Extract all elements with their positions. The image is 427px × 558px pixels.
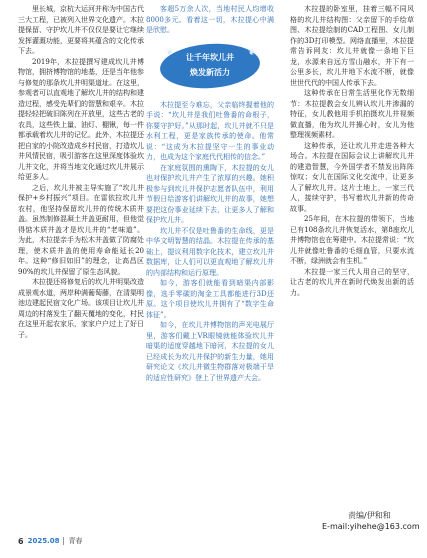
editor-email: E-mail:yihehe@163.com	[322, 522, 420, 531]
paragraph: 之后，坎儿井被主导实施了“坎儿井保护+乡村振兴”项目。在雷依拉坎儿井农村，他坚持保留坎儿井的传统木质井盖。虽然制修混凝土井盖更耐用，但他觉得惦木质井盖才是坎儿井的“老味道”。为此，木拉提亲手为松木井盖做了防腐处理，使木质井盖的使用寿命能延长20年。这种“修旧如旧”的理念，让高昌区90%的坎儿井保留了原生态风貌。	[18, 183, 144, 276]
page-footer	[18, 536, 82, 546]
paragraph: 木拉提一家三代人用自己的坚守，让古老的坎儿井在新时代焕发出新的活力。	[290, 267, 414, 297]
footer-divider	[63, 537, 64, 545]
paragraph: 在家庭氛围的熏陶下，木拉提的女儿也对保护坎儿井产生了浓厚的兴趣。她积极参与到坎儿井保护志愿者队伍中，利用节假日给游客们讲解坎儿井的故事，她想要把这份事业延续下去，让更多人了解和保护坎儿井。	[146, 163, 274, 224]
paragraph: 木拉提还将修复后的坎儿井明渠改造成景观水道，两岸种满葡萄藤，在清渠明池边建起民宿文化广场。该项目让坎儿井周边的村落发生了翻天覆地的变化，村民在这里开起农家乐，家家户户过上了好日子。	[18, 278, 144, 339]
highlight-banner	[146, 44, 274, 90]
magazine-name: 青春	[68, 537, 83, 545]
paragraph: 里长城，京杭大运河并称为中国古代三大工程，已被列入世界文化遗产。木拉提保留、守护坎儿井不仅仅是要让它继续发挥灌溉功能，更要将其蕴含的文化传承下去。	[18, 5, 144, 55]
paragraph: 如今，在坎儿井博物馆的声光电展厅里，游客们戴上VR眼镜就能体验坎儿井暗渠的适度穿越地下暗河，木拉提的女儿已经成长为坎儿井保护的新生力量，她用研究论文《坎儿井微生物群落对极端干旱的适应性研究》登上了世界遗产大会。	[146, 321, 274, 382]
middle-column	[146, 4, 274, 383]
paragraph: 木拉提至今难忘，父亲临终握着他的手说：“坎儿井是我们吐鲁番的命根子，你要守护好。”从那时起，坎儿井就不只是水利工程，更是家族传承的使命。他常说：“这成为木拉提坚守一生的事业动力，也成为这个家庭代代相传的信念。”	[146, 100, 274, 161]
paragraph: 如今，游客们就能看到暗渠内部影像，选手零碳的淘金工具都能进行3D还原。这个项目使坎儿井拥有了“数字生命体征”。	[146, 279, 274, 319]
leaf-icon: ❦	[166, 47, 174, 58]
paragraph: 这种传承在日常生活里化作无数细节：木拉提教会女儿辨认坎儿井渗漏的特征，女儿教他用手机拍摄坎儿井视频做直播，他为坎儿井操心时，女儿为他整理视频素材。	[290, 89, 414, 139]
issue-date: 2025.08	[27, 537, 60, 545]
editor-credit: 责编/伊和和	[348, 511, 391, 520]
banner-background	[159, 40, 262, 91]
paragraph: 2019年，木拉提撰写建成坎儿井博物馆，拥挤博物馆的地基，还是当年他参与修复的那条坎儿井明渠道址。在这里，参观者可以直观地了解坎儿井的结构和建造过程，感受先辈们的智慧和艰辛。木拉提轻轻把破旧陈列在开放里，这些古老的农具，这些铁上量、油灯、棚锹，每一件都承载着坎儿井的记忆。此外，木拉提还把自家的小院改造成乡村民宿，打造坎儿井风情民宿，吸引游客在这里深度体验坎儿井文化，并将当地文化通过坎儿井展示给更多人。	[18, 57, 144, 181]
leaf-icon: ❦	[248, 47, 256, 58]
paragraph: 这种传承，还让坎儿井走进各种大场合。木拉提在国际会议上讲解坎儿井的建造智慧，今外国学者不禁发出阵阵惊叹；女儿在国际文化交流中，让更多人了解坎儿井。这片土地上，一家三代人，接续守护，书写着坎儿井新的传奇故事。	[290, 141, 414, 213]
left-column	[18, 4, 144, 340]
paragraph: 25年间，在木拉提的带领下，当地已有108条坎儿井恢复活水，第8座坎儿井博物馆也在筹建中。木拉提常说：“坎儿井就像吐鲁番的毛细血管，只要水流不断，绿洲就会有生机。”	[290, 215, 414, 265]
page-number: 6	[18, 536, 24, 546]
right-column	[290, 4, 414, 298]
highlight-line-1: 让千年坎儿井	[186, 52, 234, 62]
paragraph: 木拉提的卧室里，挂着三幅不同风格的坎儿井结构图：父亲留下的手绘草图、木拉提绘制的CAD工程图、女儿制作的3D打印模型。网络直播里，木拉提常告诉网友：坎儿井就像一条地下巨龙，水源来自远方雪山融水，井下有一公里多长，坎儿井地下水流不断，就像世世代代的中国人传承下去。	[290, 5, 414, 87]
paragraph: 坎儿井不仅是吐鲁番的生命线，更是中华文明智慧的结晶。木拉提在传承的基础上，提议利用数字化技术，建立坎儿井数据库，让人们可以更直观地了解坎儿井的内部结构和运行原理。	[146, 226, 274, 277]
paragraph: 客超5万余人次，当地村民人均增收8000多元。看着这一切，木拉提心中满是欣慰。	[146, 5, 274, 34]
highlight-line-2: 焕发新活力	[190, 67, 230, 77]
